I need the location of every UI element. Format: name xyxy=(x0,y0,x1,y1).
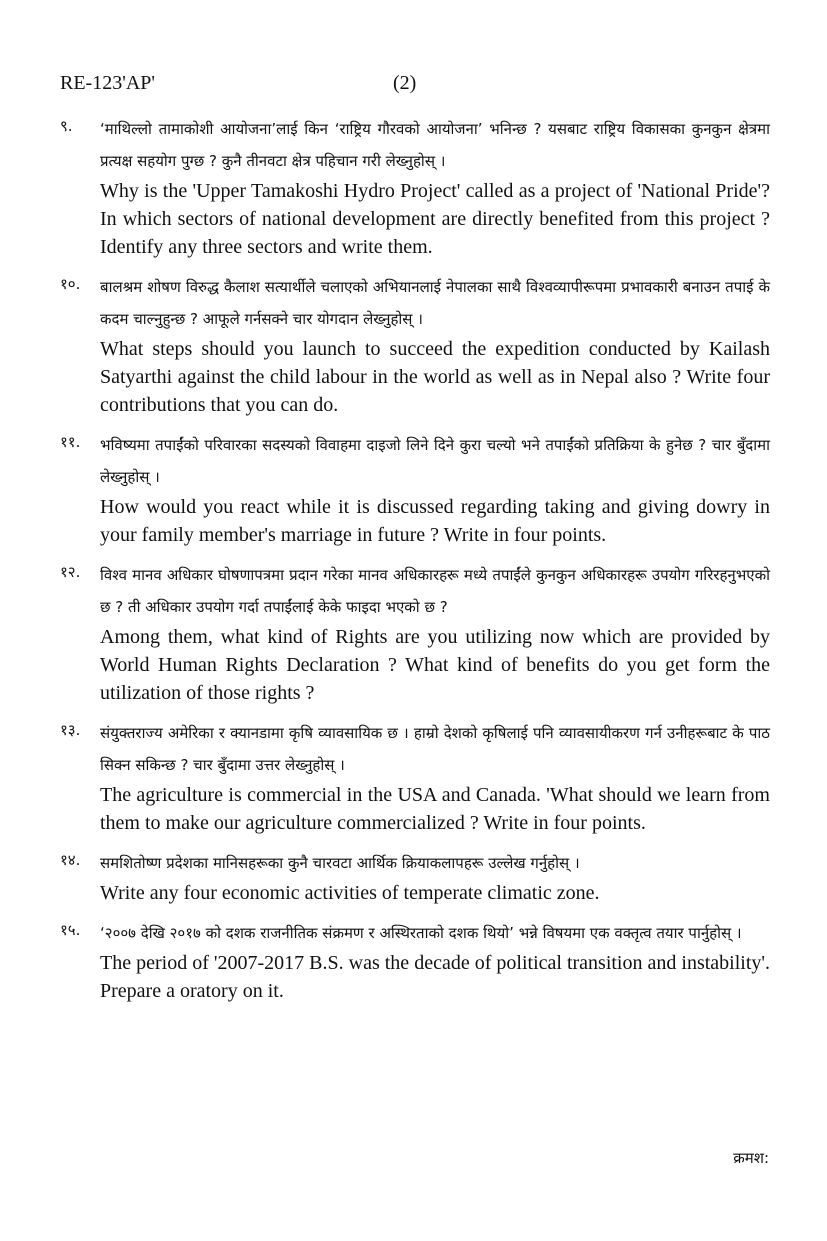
question-text-english: Why is the 'Upper Tamakoshi Hydro Project' called as a project of 'National Pride'? In which sectors of national development are directly benefited from this project ? Identify any three sectors and write them. xyxy=(100,180,770,258)
question-14 xyxy=(60,847,770,907)
question-list xyxy=(60,113,770,1015)
question-text-english: The period of '2007-2017 B.S. was the decade of political transition and instability'. Prepare a oratory on it. xyxy=(100,952,770,1002)
question-number: १२. xyxy=(60,563,81,581)
question-13 xyxy=(60,717,770,837)
question-number: १४. xyxy=(60,851,81,869)
question-text-english: How would you react while it is discussed regarding taking and giving dowry in your family member's marriage in future ? Write in four points. xyxy=(100,496,770,546)
question-number: ९. xyxy=(60,117,73,135)
question-text-english: What steps should you launch to succeed the expedition conducted by Kailash Satyarthi against the child labour in the world as well as in Nepal also ? Write four contributions that you can do. xyxy=(100,338,770,416)
question-number: ११. xyxy=(60,433,81,451)
question-number: १०. xyxy=(60,275,81,293)
question-12 xyxy=(60,559,770,707)
question-text-nepali: विश्व मानव अधिकार घोषणापत्रमा प्रदान गरेका मानव अधिकारहरू मध्ये तपाईंले कुनकुन अधिकारहरू उपयोग गरिरहनुभएको छ ? ती अधिकार उपयोग गर्दा तपाईंलाई केके फाइदा भएको छ ? xyxy=(100,566,770,616)
question-number: १३. xyxy=(60,721,81,739)
question-text-nepali: संयुक्तराज्य अमेरिका र क्यानडामा कृषि व्यावसायिक छ । हाम्रो देशको कृषिलाई पनि व्यावसायीकरण गर्न उनीहरूबाट के पाठ सिक्न सकिन्छ ? चार बुँदामा उत्तर लेख्नुहोस् । xyxy=(100,724,770,774)
question-text-nepali: भविष्यमा तपाईंको परिवारका सदस्यको विवाहमा दाइजो लिने दिने कुरा चल्यो भने तपाईंको प्रतिक्रिया के हुनेछ ? चार बुँदामा लेख्नुहोस् । xyxy=(100,436,770,486)
continued-label: क्रमश: xyxy=(733,1149,769,1167)
question-15 xyxy=(60,917,770,1005)
question-text-english: Among them, what kind of Rights are you utilizing now which are provided by World Human Rights Declaration ? What kind of benefits do you get form the utilization of those rights ? xyxy=(100,626,770,704)
question-text-nepali: ‘माथिल्लो तामाकोशी आयोजना’लाई किन ‘राष्ट्रिय गौरवको आयोजना’ भनिन्छ ? यसबाट राष्ट्रिय विकासका कुनकुन क्षेत्रमा प्रत्यक्ष सहयोग पुग्छ ? कुनै तीनवटा क्षेत्र पहिचान गरी लेख्नुहोस् । xyxy=(100,120,770,170)
question-9 xyxy=(60,113,770,261)
question-text-nepali: समशितोष्ण प्रदेशका मानिसहरूका कुनै चारवटा आर्थिक क्रियाकलापहरू उल्लेख गर्नुहोस् । xyxy=(100,854,580,872)
page-number: (2) xyxy=(393,72,417,94)
question-text-nepali: बालश्रम शोषण विरुद्ध कैलाश सत्यार्थीले चलाएको अभियानलाई नेपालका साथै विश्वव्यापीरूपमा प्रभावकारी बनाउन तपाई के कदम चाल्नुहुन्छ ? आफूले गर्नसक्ने चार योगदान लेख्नुहोस् । xyxy=(100,278,770,328)
question-text-nepali: ‘२००७ देखि २०१७ को दशक राजनीतिक संक्रमण र अस्थिरताको दशक थियो’ भन्ने विषयमा एक वक्तृत्व तयार पार्नुहोस् । xyxy=(100,924,742,942)
question-10 xyxy=(60,271,770,419)
question-text-english: Write any four economic activities of temperate climatic zone. xyxy=(100,882,600,904)
question-11 xyxy=(60,429,770,549)
question-number: १५. xyxy=(60,921,81,939)
exam-code: RE-123'AP' xyxy=(60,72,155,94)
question-text-english: The agriculture is commercial in the USA and Canada. 'What should we learn from them to make our agriculture commercialized ? Write in four points. xyxy=(100,784,770,834)
page-header xyxy=(60,72,480,100)
